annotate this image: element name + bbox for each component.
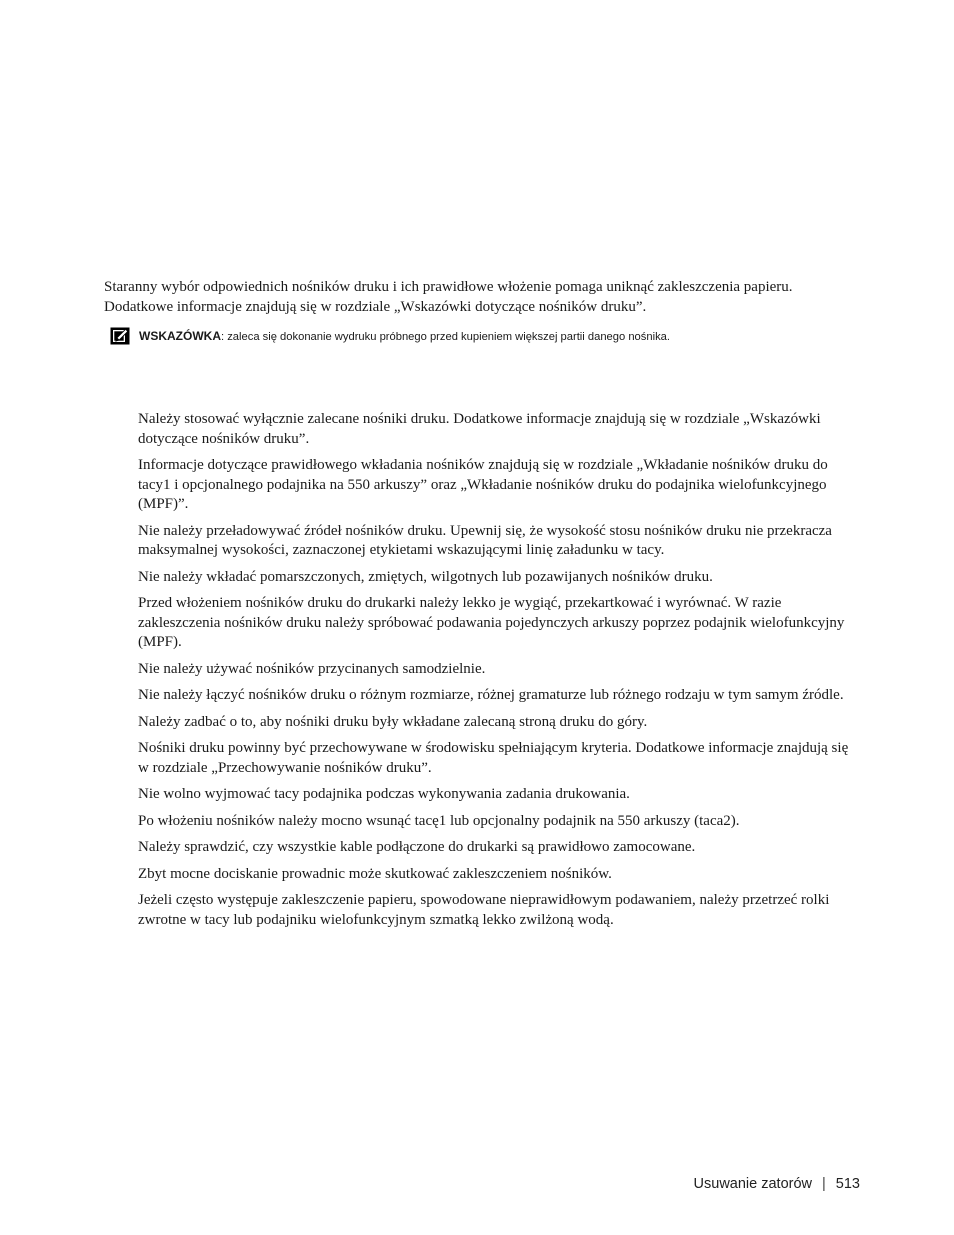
- list-item: Informacje dotyczące prawidłowego wkładania nośników znajdują się w rozdziale „Wkładanie nośników druku do tacy1 i opcjonalnego podajnika na 550 arkuszy” oraz „Wkładanie nośników druku do podajnika wielofunkcyjnego (MPF)”.: [138, 457, 828, 512]
- intro-paragraph: Staranny wybór odpowiednich nośników druku i ich prawidłowe włożenie pomaga uniknąć zakleszczenia papieru. Dodatkowe informacje znajdują się w rozdziale „Wskazówki dotyczące nośników druku”.: [104, 279, 793, 315]
- list-item: Należy stosować wyłącznie zalecane nośniki druku. Dodatkowe informacje znajdują się w rozdziale „Wskazówki dotyczące nośników druku”.: [138, 411, 821, 447]
- footer-separator: |: [822, 1176, 826, 1192]
- list-item: Należy sprawdzić, czy wszystkie kable podłączone do drukarki są prawidłowo zamocowane.: [138, 839, 696, 855]
- tip-label: WSKAZÓWKA: [139, 329, 221, 343]
- list-item: Przed włożeniem nośników druku do drukarki należy lekko je wygiąć, przekartkować i wyrównać. W razie zakleszczenia nośników druku należy spróbować podawania pojedynczych arkuszy poprzez podajnik wielofunkcyjny (MPF).: [138, 595, 845, 650]
- list-item: Nie należy używać nośników przycinanych samodzielnie.: [138, 660, 486, 677]
- list-item: Jeżeli często występuje zakleszczenie papieru, spowodowane nieprawidłowym podawaniem, należy przetrzeć rolki zwrotne w tacy lub podajniku wielofunkcyjnym szmatką lekko zwilżoną wodą.: [138, 892, 830, 928]
- footer-section-title: Usuwanie zatorów: [693, 1176, 813, 1192]
- list-item: Nie należy wkładać pomarszczonych, zmiętych, wilgotnych lub pozawijanych nośników druku.: [138, 568, 713, 585]
- page-number: 513: [835, 1176, 860, 1192]
- tip-note: [110, 326, 850, 347]
- tips-list: [138, 410, 858, 937]
- list-item: Nośniki druku powinny być przechowywane w środowisku spełniającym kryteria. Dodatkowe informacje znajdują się w rozdziale „Przechowywanie nośników druku”.: [138, 740, 849, 776]
- list-item: Po włożeniu nośników należy mocno wsunąć tacę1 lub opcjonalny podajnik na 550 arkuszy (taca2).: [138, 812, 740, 829]
- list-item: Nie należy łączyć nośników druku o różnym rozmiarze, różnej gramaturze lub różnego rodzaju w tym samym źródle.: [138, 687, 844, 703]
- list-item: Zbyt mocne dociskanie prowadnic może skutkować zakleszczeniem nośników.: [138, 865, 612, 882]
- list-item: Należy zadbać o to, aby nośniki druku były wkładane zalecaną stroną druku do góry.: [138, 713, 648, 730]
- tip-body: : zaleca się dokonanie wydruku próbnego przed kupieniem większej partii danego nośnika.: [220, 331, 670, 343]
- page-footer: [694, 1176, 860, 1192]
- pencil-note-icon: [110, 327, 130, 345]
- tip-note-text: [139, 326, 670, 347]
- list-item: Nie należy przeładowywać źródeł nośników druku. Upewnij się, że wysokość stosu nośników druku nie przekracza maksymalnej wysokości, zaznaczonej etykietami wskazującymi linię załadunku w tacy.: [138, 522, 832, 558]
- list-item: Nie wolno wyjmować tacy podajnika podczas wykonywania zadania drukowania.: [138, 786, 630, 802]
